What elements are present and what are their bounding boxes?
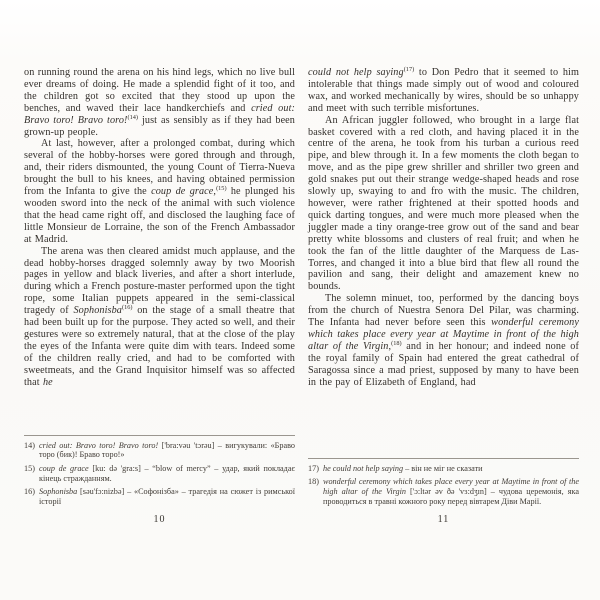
left-page-footnotes <box>24 441 295 507</box>
paragraph <box>24 67 295 138</box>
footnote <box>24 487 295 507</box>
footnote-text <box>323 464 483 473</box>
text-segment: [ku: də 'gra:s] – “blow of mercy” – удар, який покладає кінець стражданням. <box>39 463 295 483</box>
paragraph <box>308 115 579 294</box>
footnote-label: 16) <box>24 487 35 497</box>
text-segment: [səu'fɔ:nizbə] – «Софонізба» – трагедія на сюжет із римської історії <box>39 487 295 507</box>
text-segment: ['bra:vəu 'tɔrəu] – вигукували: «Браво торо (бик)! Браво торо!» <box>39 440 295 460</box>
footnote-separator <box>24 435 295 436</box>
paragraph <box>24 138 295 245</box>
footnote <box>24 464 295 484</box>
text-segment: , <box>213 186 217 198</box>
paragraph <box>308 293 579 388</box>
footnote-label: 17) <box>308 463 319 473</box>
footnote-label: 14) <box>24 440 35 450</box>
text-segment: and in her honour; and indeed none of the royal family of Spain had entered the great cathedral of Saragossa since a mad priest, supposed by many to have been in the pay of Elizabeth of England, had <box>308 340 579 388</box>
footnote-reference: (16) <box>121 304 133 312</box>
footnote-separator <box>308 458 579 459</box>
footnote-text <box>39 487 295 506</box>
footnote-text <box>39 441 295 460</box>
text-segment: he could not help saying <box>323 463 404 473</box>
footnote-label: 15) <box>24 463 35 473</box>
text-segment: The solemn minuet, too, performed by the dancing boys from the church of Nuestra Senora Del Pilar, was charming. The Infanta had never before seen this <box>308 293 579 329</box>
paragraph <box>308 67 579 115</box>
footnote <box>308 464 579 474</box>
text-segment: An African juggler followed, who brought in a large flat basket covered with a red cloth, and having placed it in the centre of the arena, he took from his turban a curious reed pipe, and blew through it. In a few moments the cloth began to move, and as the pipe grew shriller and shriller two green and gold snakes put out their strange wedge-shaped heads and rose slowly up, swaying to and fro with the music. The children, however, were rather frightened at their spotted hoods and quick darting tongues, and were much more pleased when the juggler made a tiny orange-tree grow out of the sand and bear pretty white blossoms and clusters of real fruit; and when he took the fan of the little daughter of the Marquess de Las-Torres, and changed it into a blue bird that flew all round the pavilion and sang, their delight and amazement knew no bounds. <box>308 114 579 293</box>
text-segment: The arena was then cleared amidst much applause, and the dead hobby-horses dragged solemnly away by two Moorish pages in yellow and black liveries, and after a short interlude, during which a French posture-master performed upon the tight rope, some Italian puppets appeared in the semi-classical tragedy of <box>24 245 295 317</box>
text-segment: he plunged his wooden sword into the neck of the animal with such violence that the head came right off, and disclosed the laughing face of little Monsieur de Lorraine, the son of the French Ambassador at Madrid. <box>24 186 295 245</box>
footnote <box>24 441 295 461</box>
left-page-footer <box>24 435 295 525</box>
text-segment: on running round the arena on his hind legs, which no live bull ever dreams of doing. He made a splendid fight of it too, and the children got so excited that they stood up upon the benches, and waved their lace handkerchiefs and <box>24 67 295 114</box>
text-segment: on the stage of a small theatre that had been built up for the purpose. They acted so well, and their gestures were so extremely natural, that at the close of the play the eyes of the Infanta were quite dim with tears. Indeed some of the children really cried, and had to be comforted with sweetmeats, and the Grand Inquisitor himself was so affected that <box>24 305 295 388</box>
text-segment: Sophonisba <box>39 487 78 497</box>
text-segment: coup de grace <box>151 186 214 198</box>
text-segment: to Don Pedro that it seemed to him intolerable that things made simply out of wood and coloured wax, and worked mechanically by wires, should be so unhappy and meet with such terrible misfortunes. <box>308 67 579 114</box>
text-segment: coup de grace <box>39 463 89 473</box>
text-segment: , <box>388 340 392 352</box>
right-page-footnotes <box>308 464 579 507</box>
footnote-text <box>39 464 295 483</box>
page-number: 10 <box>153 514 166 525</box>
right-page-footer <box>308 458 579 525</box>
text-segment: – він не міг не сказати <box>403 463 483 473</box>
text-segment: At last, however, after a prolonged combat, during which several of the hobby-horses were gored through and through, and, their riders dismounted, the young Count of Tierra-Nueva brought the bull to his knees, and having obtained permission from the Infanta to give the <box>24 138 295 198</box>
right-page-body <box>308 67 579 388</box>
footnote-label: 18) <box>308 477 319 487</box>
footnote-reference: (17) <box>403 66 415 73</box>
paragraph <box>24 246 295 389</box>
text-segment: wonderful ceremony which takes place every year at Maytime in front of the high altar of the Virgin <box>308 317 579 352</box>
text-segment: he <box>42 376 53 388</box>
left-page-body <box>24 67 295 388</box>
text-segment: cried out: Bravo toro! Bravo toro! <box>39 440 159 450</box>
text-segment: wonderful ceremony which takes place every year at Maytime in front of the high altar of the Virgin <box>323 477 579 497</box>
footnote-reference: (14) <box>127 113 139 121</box>
footnote <box>308 477 579 507</box>
text-segment: Sophonisba <box>73 305 122 317</box>
footnote-reference: (15) <box>216 185 227 193</box>
text-segment: cried out: Bravo toro! Bravo toro! <box>24 102 295 126</box>
footnote-reference: (18) <box>391 339 402 347</box>
text-segment: ['ɔ:ltər əv ðə 'vɜ:dʒɪn] – чудова церемонія, яка проводиться в травні кожного року перед вівтарем Діви Марії. <box>323 487 579 507</box>
right-page <box>308 67 579 525</box>
footnote-text <box>323 477 579 506</box>
text-segment: could not help saying <box>308 67 404 78</box>
left-page <box>24 67 295 525</box>
page-number: 11 <box>437 514 450 525</box>
text-segment: just as sensibly as if they had been grown-up people. <box>24 114 295 138</box>
